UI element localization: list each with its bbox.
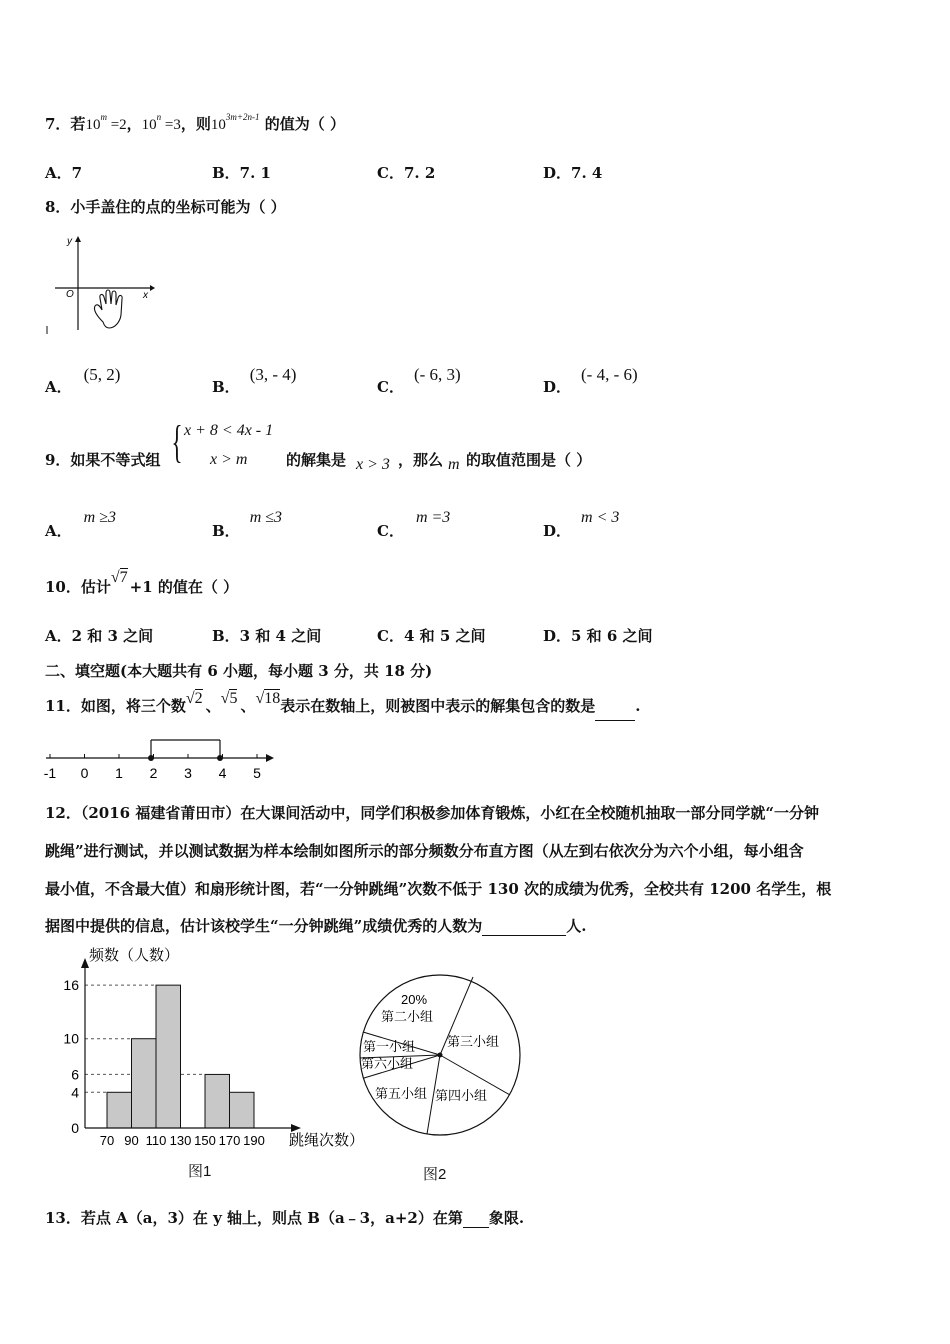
q9-solution: x > 3 bbox=[356, 456, 390, 473]
q10-stem bbox=[45, 569, 239, 602]
q7-eq2: =3 bbox=[161, 117, 181, 133]
number-line-tick-label: 5 bbox=[253, 765, 261, 781]
q8-option-d-label: D． bbox=[543, 378, 572, 396]
histogram-xlabel: 跳绳次数） bbox=[289, 1132, 365, 1149]
q11-number-line bbox=[42, 730, 277, 782]
q9-mid: 的解集是 bbox=[286, 451, 347, 469]
pie-label-group-2: 第二小组 bbox=[381, 1009, 434, 1024]
number-line-tick-label: 2 bbox=[149, 765, 158, 781]
q9-option-a[interactable] bbox=[45, 506, 116, 540]
pie-label-group-4: 第四小组 bbox=[435, 1088, 488, 1103]
q13-text: 13．若点 A（a，3）在 y 轴上，则点 B（a﹣3，a+2）在第 bbox=[45, 1209, 463, 1227]
histogram-y-tick-label: 16 bbox=[63, 977, 79, 994]
q9-option-b-label: B． bbox=[212, 522, 240, 540]
number-line-tick-label: 3 bbox=[184, 765, 192, 781]
number-line-tick-label: 0 bbox=[80, 765, 89, 781]
q10-number: 10．估计 bbox=[45, 578, 111, 596]
histogram-y-tick-label: 6 bbox=[71, 1066, 79, 1083]
q12-line-4 bbox=[45, 915, 587, 936]
q7-number: 7．若 bbox=[45, 115, 86, 133]
pie-label-group-3: 第三小组 bbox=[447, 1034, 500, 1049]
q7-exp2: n bbox=[156, 112, 162, 122]
q8-option-a-label: A． bbox=[45, 378, 72, 396]
sqrt-icon: √2 bbox=[185, 690, 203, 707]
histogram-bar bbox=[230, 1092, 255, 1128]
q13-end: 象限. bbox=[488, 1209, 525, 1227]
q9-option-d-value: m < 3 bbox=[581, 509, 620, 526]
pie-label-percent: 20% bbox=[401, 992, 428, 1007]
q7-sep: ， bbox=[126, 115, 142, 133]
q8-option-b[interactable] bbox=[212, 364, 297, 396]
fig2-caption: 图2 bbox=[423, 1166, 447, 1183]
histogram-bar bbox=[156, 985, 181, 1128]
q12-line-2: 跳绳”进行测试，并以测试数据为样本绘制如图所示的部分频数分布直方图（从左到右依次分为六个小组，每小组含 bbox=[45, 842, 804, 860]
q12-line-1: 12．（2016 福建省莆田市）在大课间活动中，同学们积极参加体育锻炼，小红在全校随机抽取一部分同学就“一分钟 bbox=[45, 804, 819, 822]
histogram-ylabel: 频数（人数） bbox=[89, 947, 180, 964]
q9-option-a-label: A． bbox=[45, 522, 72, 540]
q8-option-a[interactable] bbox=[45, 364, 121, 396]
q10-tail: +1 的值在（ ） bbox=[129, 578, 239, 596]
q7-option-d[interactable]: D．7. 4 bbox=[543, 164, 603, 182]
histogram-y-tick-label: 0 bbox=[71, 1120, 79, 1136]
q8-option-d-value: (- 4, - 6) bbox=[581, 365, 638, 384]
number-line-tick-label: -1 bbox=[43, 765, 57, 781]
q11-radicand-1: 2 bbox=[194, 690, 203, 707]
hand-icon bbox=[94, 290, 122, 328]
q9-mid2: ，那么 bbox=[398, 451, 444, 469]
sqrt-icon: √7 bbox=[110, 569, 128, 586]
q7-exp1: m bbox=[100, 112, 107, 122]
q9-line2: x > m bbox=[210, 451, 248, 468]
histogram-y-tick-label: 4 bbox=[71, 1084, 79, 1101]
interval-left-dot bbox=[148, 755, 154, 761]
q8-option-c-label: C． bbox=[377, 378, 404, 396]
histogram-bar bbox=[132, 1039, 157, 1128]
q9-option-d[interactable] bbox=[543, 506, 620, 540]
q10-option-a[interactable]: A．2 和 3 之间 bbox=[45, 627, 154, 645]
fig1-caption: 图1 bbox=[188, 1163, 212, 1180]
q9-option-c-label: C． bbox=[377, 522, 404, 540]
histogram-x-tick-label: 150 bbox=[194, 1133, 216, 1148]
q9-option-c[interactable] bbox=[377, 506, 451, 540]
q11-sep-2: 、 bbox=[240, 697, 256, 715]
histogram-x-tick-label: 190 bbox=[243, 1133, 265, 1148]
histogram-x-tick-label: 110 bbox=[145, 1133, 167, 1148]
histogram-bar bbox=[107, 1092, 132, 1128]
pie-label-group-5: 第五小组 bbox=[375, 1086, 428, 1101]
q8-y-label: y bbox=[67, 236, 72, 247]
q11-tail: 表示在数轴上，则被图中表示的解集包含的数是 bbox=[280, 697, 596, 715]
sqrt-icon: √5 bbox=[220, 690, 238, 707]
q7-tail: 的值为（ ） bbox=[264, 115, 345, 133]
q7-option-c[interactable]: C．7. 2 bbox=[377, 164, 436, 182]
q10-option-d[interactable]: D．5 和 6 之间 bbox=[543, 627, 653, 645]
q9-option-d-label: D． bbox=[543, 522, 572, 540]
q12-line-4-end: 人. bbox=[566, 917, 587, 935]
q7-then: ，则 bbox=[180, 115, 211, 133]
q11-sep-1: 、 bbox=[205, 697, 221, 715]
q9-system-brace: { bbox=[171, 416, 183, 467]
q12-pie-chart bbox=[355, 970, 525, 1140]
q7-base2: 10 bbox=[141, 117, 157, 133]
q11-radicand-3: 18 bbox=[264, 690, 281, 707]
q7-option-b[interactable]: B．7. 1 bbox=[212, 164, 271, 182]
histogram-bar bbox=[205, 1074, 230, 1128]
q8-option-d[interactable] bbox=[543, 364, 638, 396]
histogram-y-tick-label: 10 bbox=[63, 1030, 79, 1047]
q8-option-a-value: (5, 2) bbox=[83, 365, 121, 384]
q7-option-a[interactable]: A．7 bbox=[45, 164, 83, 182]
interval-right-dot bbox=[217, 755, 223, 761]
histogram-x-tick-label: 130 bbox=[169, 1133, 192, 1148]
pie-label-group-6: 第六小组 bbox=[361, 1056, 414, 1071]
q9-tail: 的取值范围是（ ） bbox=[466, 451, 592, 469]
q9-option-c-value: m =3 bbox=[415, 509, 451, 526]
q11-answer-blank[interactable] bbox=[595, 692, 635, 721]
q11-number: 11．如图，将三个数 bbox=[45, 697, 186, 715]
q7-base3: 10 bbox=[210, 117, 226, 133]
pie-label-group-1: 第一小组 bbox=[363, 1039, 416, 1054]
histogram-x-tick-label: 90 bbox=[124, 1133, 139, 1148]
q7-exp3: 3m+2n-1 bbox=[225, 112, 260, 122]
q9-option-b[interactable] bbox=[212, 506, 283, 540]
q8-option-b-label: B． bbox=[212, 378, 240, 396]
histogram-x-tick-label: 170 bbox=[218, 1133, 241, 1148]
section-2-heading: 二、填空题(本大题共有 6 小题，每小题 3 分，共 18 分) bbox=[45, 662, 433, 680]
sqrt-icon: √18 bbox=[255, 690, 281, 707]
q13-stem bbox=[45, 1207, 524, 1228]
q9-option-b-value: m ≤3 bbox=[249, 509, 283, 526]
q12-histogram bbox=[55, 940, 375, 1155]
q12-line-3: 最小值，不含最大值）和扇形统计图，若“一分钟跳绳”次数不低于 130 次的成绩为优秀，全校共有 1200 名学生，根 bbox=[45, 880, 832, 898]
q9-option-a-value: m ≥3 bbox=[83, 509, 116, 526]
q11-stem bbox=[45, 692, 641, 720]
q8-stem: 8．小手盖住的点的坐标可能为（ ） bbox=[45, 198, 286, 216]
pie-center bbox=[438, 1053, 443, 1058]
q13-answer-blank[interactable] bbox=[463, 1209, 489, 1228]
q8-option-c-value: (- 6, 3) bbox=[413, 365, 461, 384]
q8-option-b-value: (3, - 4) bbox=[249, 365, 297, 384]
q7-base1: 10 bbox=[85, 117, 101, 133]
q8-option-c[interactable] bbox=[377, 364, 461, 396]
q9-line1: x + 8 < 4x - 1 bbox=[184, 422, 274, 439]
q8-hand-figure bbox=[45, 230, 155, 340]
number-line-tick-label: 4 bbox=[218, 765, 227, 781]
q12-answer-blank[interactable] bbox=[482, 917, 566, 936]
q8-origin-label: O bbox=[66, 289, 74, 300]
q7-stem bbox=[45, 110, 345, 138]
q9-number: 9．如果不等式组 bbox=[45, 451, 161, 469]
q12-line-4-text: 据图中提供的信息，估计该校学生“一分钟跳绳”成绩优秀的人数为 bbox=[45, 917, 483, 935]
q9-var-m: m bbox=[448, 456, 460, 473]
q10-option-c[interactable]: C．4 和 5 之间 bbox=[377, 627, 486, 645]
q7-eq1: =2 bbox=[106, 117, 127, 133]
q10-option-b[interactable]: B．3 和 4 之间 bbox=[212, 627, 322, 645]
q8-x-label: x bbox=[143, 290, 148, 301]
number-line-tick-label: 1 bbox=[115, 765, 123, 781]
q11-radicand-2: 5 bbox=[229, 690, 238, 707]
q10-radicand: 7 bbox=[119, 569, 128, 586]
histogram-x-tick-label: 70 bbox=[99, 1133, 115, 1148]
q11-end: . bbox=[635, 697, 641, 715]
